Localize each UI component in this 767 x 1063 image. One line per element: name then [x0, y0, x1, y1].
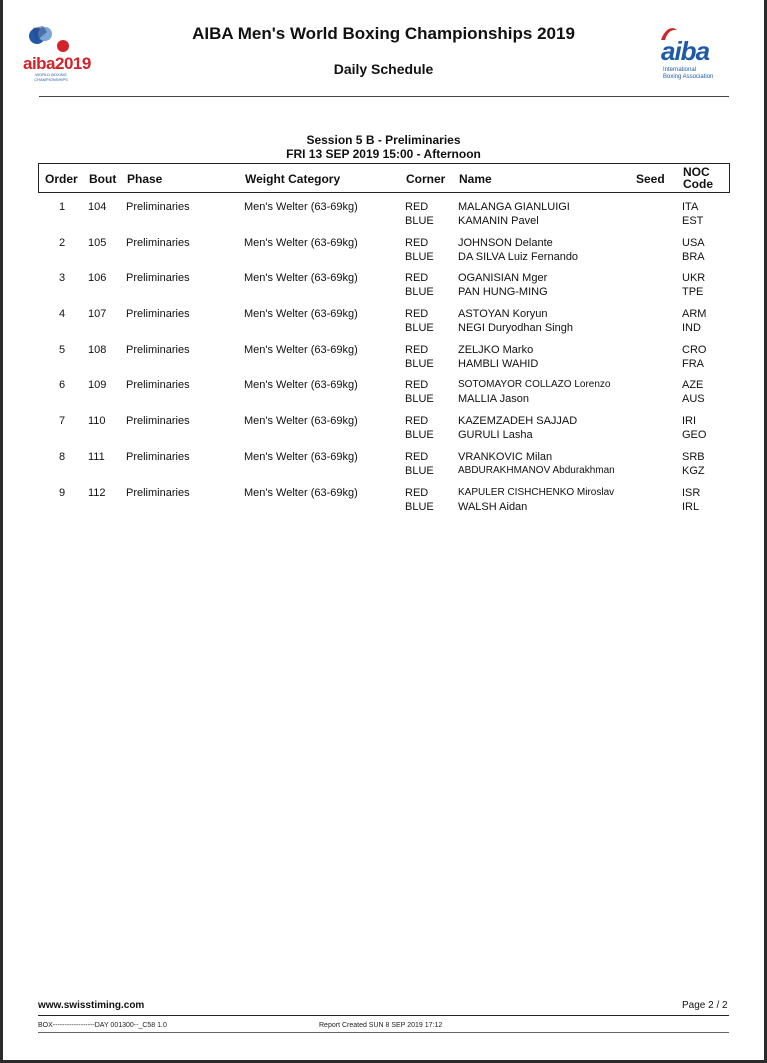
blue-noc: KGZ — [682, 464, 705, 477]
red-boxer: KAZEMZADEH SAJJAD — [458, 415, 578, 428]
right-logo-text: aiba — [661, 36, 710, 66]
bout-nocs — [682, 307, 706, 335]
bout-weight: Men's Welter (63-69kg) — [244, 272, 358, 285]
blue-noc: BRA — [682, 250, 705, 263]
bout-order: 7 — [58, 415, 66, 428]
red-boxer: SOTOMAYOR COLLAZO Lorenzo — [458, 379, 611, 391]
red-corner: RED — [405, 272, 429, 285]
blue-noc: AUS — [682, 393, 705, 406]
footer-url[interactable]: www.swisstiming.com — [38, 1000, 145, 1011]
table-header — [38, 163, 730, 193]
blue-corner: BLUE — [405, 464, 434, 477]
footer-divider-bottom — [38, 1032, 729, 1033]
bout-phase: Preliminaries — [126, 201, 190, 213]
bout-number: 111 — [88, 450, 105, 463]
red-corner: RED — [405, 379, 429, 392]
right-logo-subtext-1: International — [663, 67, 697, 73]
header-divider — [39, 96, 729, 97]
red-boxer: VRANKOVIC Milan — [458, 450, 553, 463]
bout-corners — [405, 236, 434, 264]
report-created: Report Created SUN 8 SEP 2019 17:12 — [319, 1022, 443, 1029]
red-noc: CRO — [682, 343, 707, 356]
bout-phase: Preliminaries — [126, 236, 190, 249]
blue-boxer: NEGI Duryodhan Singh — [458, 322, 573, 335]
col-order: Order — [45, 172, 78, 186]
col-name: Name — [459, 172, 492, 186]
red-corner: RED — [405, 201, 429, 213]
bout-phase: Preliminaries — [126, 450, 190, 463]
bout-nocs — [682, 450, 705, 478]
page-number: Page 2 / 2 — [682, 1000, 728, 1011]
blue-corner: BLUE — [405, 215, 434, 227]
bout-order: 8 — [58, 450, 66, 463]
col-bout: Bout — [89, 172, 117, 186]
right-logo-subtext-2: Boxing Association — [663, 74, 714, 80]
bout-corners — [405, 378, 434, 406]
bout-number: 110 — [88, 415, 106, 428]
bout-corners — [405, 450, 434, 478]
red-boxer: ZELJKO Marko — [458, 343, 534, 356]
bout-weight: Men's Welter (63-69kg) — [244, 308, 358, 321]
bout-names — [458, 343, 538, 371]
bout-phase: Preliminaries — [126, 308, 190, 321]
bout-corners — [405, 307, 434, 335]
bout-nocs — [682, 271, 705, 299]
red-noc: ITA — [682, 201, 699, 213]
bout-corners — [405, 271, 434, 299]
bout-order: 9 — [58, 486, 66, 499]
bout-nocs — [682, 236, 705, 264]
bout-phase: Preliminaries — [126, 415, 190, 428]
bout-phase: Preliminaries — [126, 343, 190, 356]
bout-weight: Men's Welter (63-69kg) — [244, 450, 358, 463]
bout-names — [458, 378, 610, 406]
page-title: AIBA Men's World Boxing Championships 2019 — [192, 24, 575, 43]
bout-names — [458, 236, 578, 264]
bout-phase: Preliminaries — [126, 272, 190, 285]
red-noc: UKR — [682, 272, 706, 285]
blue-corner: BLUE — [405, 286, 434, 299]
bout-names — [458, 271, 548, 299]
bout-phase: Preliminaries — [126, 486, 190, 499]
bout-number: 109 — [88, 379, 107, 392]
blue-corner: BLUE — [405, 500, 434, 513]
table-row — [38, 414, 730, 450]
bout-corners — [405, 486, 434, 514]
blue-corner: BLUE — [405, 393, 434, 406]
bout-nocs — [682, 343, 706, 371]
col-phase: Phase — [127, 172, 163, 186]
bout-nocs — [682, 200, 703, 228]
bout-weight: Men's Welter (63-69kg) — [244, 415, 358, 428]
blue-boxer: WALSH Aidan — [458, 500, 528, 513]
left-logo-text: aiba2019 — [23, 54, 91, 73]
bout-number: 104 — [88, 201, 107, 213]
aiba-logo — [651, 26, 725, 86]
blue-boxer: DA SILVA Luiz Fernando — [458, 250, 579, 263]
bout-order: 4 — [58, 308, 66, 321]
red-corner: RED — [405, 236, 429, 249]
bout-weight: Men's Welter (63-69kg) — [244, 236, 358, 249]
bout-names — [458, 200, 570, 228]
red-boxer: MALANGA GIANLUIGI — [458, 201, 570, 213]
red-noc: IRI — [682, 415, 697, 428]
document-page — [3, 0, 764, 1060]
red-boxer: KAPULER CISHCHENKO Miroslav — [458, 486, 615, 498]
bout-names — [458, 414, 577, 442]
col-noc-label: NOC — [683, 165, 710, 179]
page-subtitle: Daily Schedule — [333, 61, 434, 77]
report-code: BOX------------------DAY 001300--_C58 1.0 — [38, 1022, 167, 1029]
bout-names — [458, 307, 573, 335]
red-corner: RED — [405, 486, 429, 499]
blue-boxer: HAMBLI WAHID — [458, 357, 539, 370]
blue-corner: BLUE — [405, 322, 434, 335]
red-corner: RED — [405, 308, 429, 321]
bout-number: 108 — [88, 343, 107, 356]
red-noc: SRB — [682, 450, 705, 463]
session-name: Session 5 B - Preliminaries — [306, 133, 461, 147]
col-noc-code — [683, 166, 713, 190]
left-logo-subtext: WORLD BOXING CHAMPIONSHIPS — [34, 72, 68, 82]
table-row — [38, 271, 730, 307]
bout-names — [458, 450, 615, 478]
blue-boxer: ABDURAKHMANOV Abdurakhman — [458, 464, 615, 476]
red-noc: ISR — [682, 486, 701, 499]
table-row — [38, 343, 730, 379]
table-row — [38, 450, 730, 486]
red-corner: RED — [405, 343, 429, 356]
blue-noc: FRA — [682, 357, 704, 370]
table-row — [38, 307, 730, 343]
bout-corners — [405, 414, 434, 442]
table-row — [38, 200, 730, 236]
blue-noc: EST — [682, 215, 704, 227]
bout-corners — [405, 200, 434, 228]
session-heading — [3, 133, 764, 161]
bout-order: 6 — [58, 379, 66, 392]
red-boxer: OGANISIAN Mger — [458, 272, 548, 285]
blue-boxer: GURULI Lasha — [458, 429, 533, 442]
bout-order: 5 — [58, 343, 66, 356]
bout-phase: Preliminaries — [126, 379, 190, 392]
bout-number: 112 — [88, 486, 106, 499]
blue-boxer: MALLIA Jason — [458, 393, 529, 406]
session-datetime: FRI 13 SEP 2019 15:00 - Afternoon — [286, 147, 481, 161]
blue-corner: BLUE — [405, 429, 434, 442]
table-row — [38, 378, 730, 414]
blue-boxer: PAN HUNG-MING — [458, 286, 548, 299]
bout-weight: Men's Welter (63-69kg) — [244, 201, 358, 213]
col-seed: Seed — [636, 172, 665, 186]
bout-number: 106 — [88, 272, 107, 285]
red-boxer: JOHNSON Delante — [458, 236, 553, 249]
blue-boxer: KAMANIN Pavel — [458, 215, 539, 227]
table-row — [38, 236, 730, 272]
red-boxer: ASTOYAN Koryun — [458, 308, 548, 321]
red-noc: AZE — [682, 379, 704, 392]
blue-noc: IRL — [682, 500, 700, 513]
bout-number: 105 — [88, 236, 107, 249]
bout-weight: Men's Welter (63-69kg) — [244, 486, 358, 499]
table-row — [38, 486, 730, 522]
bout-order: 3 — [58, 272, 66, 285]
bout-number: 107 — [88, 308, 107, 321]
bout-weight: Men's Welter (63-69kg) — [244, 343, 358, 356]
blue-noc: GEO — [682, 429, 707, 442]
col-code-label: Code — [683, 177, 713, 191]
bout-nocs — [682, 414, 706, 442]
blue-corner: BLUE — [405, 357, 434, 370]
bout-names — [458, 486, 614, 514]
col-weight-category: Weight Category — [245, 172, 341, 186]
bout-nocs — [682, 486, 700, 514]
blue-corner: BLUE — [405, 250, 434, 263]
bout-nocs — [682, 378, 705, 406]
blue-noc: TPE — [682, 286, 704, 299]
bout-list — [38, 200, 730, 521]
red-corner: RED — [405, 415, 429, 428]
footer-divider — [38, 1015, 729, 1016]
bout-order: 2 — [58, 236, 66, 249]
bout-order: 1 — [58, 201, 66, 213]
blue-noc: IND — [682, 322, 701, 335]
red-corner: RED — [405, 450, 429, 463]
red-noc: USA — [682, 236, 705, 249]
bout-weight: Men's Welter (63-69kg) — [244, 379, 358, 392]
col-corner: Corner — [406, 172, 446, 186]
bout-corners — [405, 343, 434, 371]
red-noc: ARM — [682, 308, 707, 321]
